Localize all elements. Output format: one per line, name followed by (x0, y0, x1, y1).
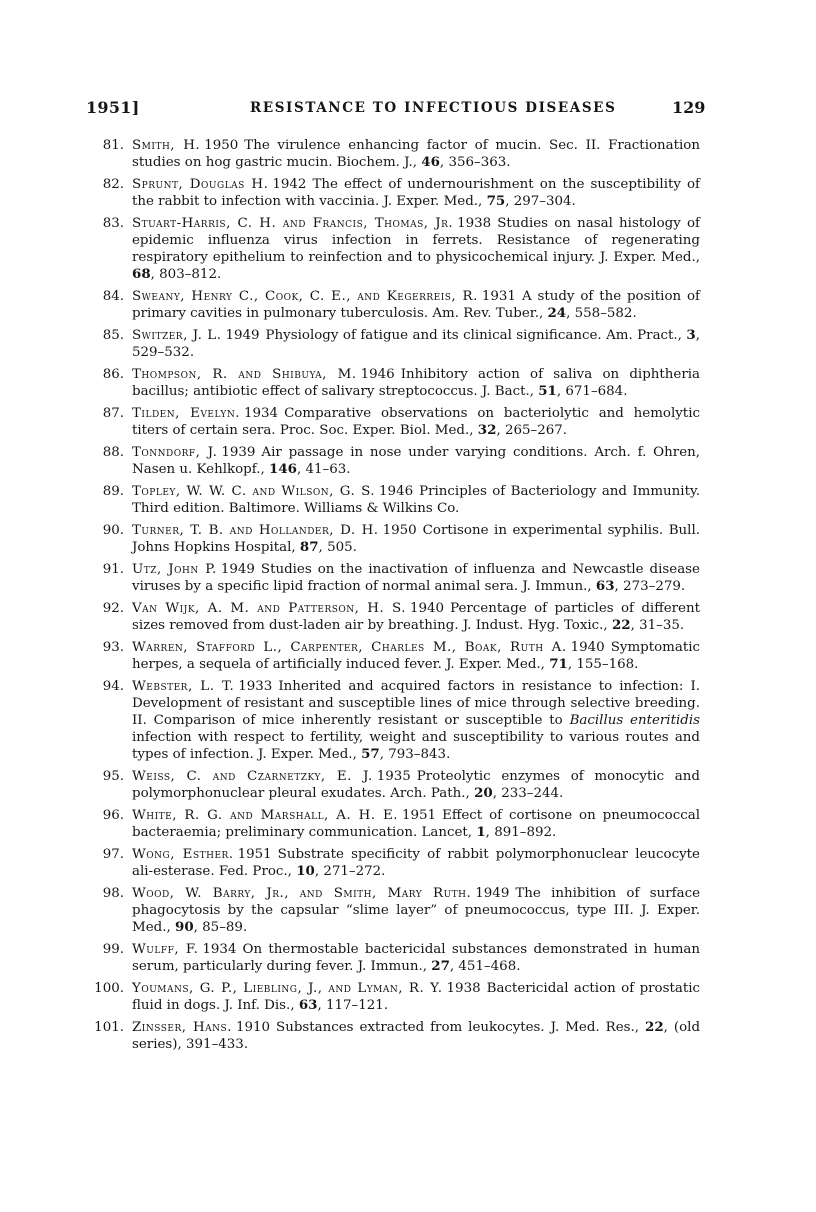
reference-pages: 273–279. (623, 579, 686, 594)
reference-volume: 20 (474, 785, 493, 801)
reference-entry: 81. Smith, H. 1950 The virulence enhancing factor of mucin. Sec. II. Fractionation studies on hog gastric mucin. Biochem. J., 46, 356–363. (84, 137, 700, 171)
reference-text: The virulence enhancing factor of mucin. Sec. II. Fractionation studies on hog gastric mucin. Biochem. J., (132, 138, 700, 170)
reference-number: 94. (102, 679, 124, 694)
reference-year: 1951 (401, 808, 437, 823)
reference-entry: 91. Utz, John P. 1949 Studies on the inactivation of influenza and Newcastle disease viruses by a specific lipid fraction of normal animal sera. J. Immun., 63, 273–279. (84, 561, 700, 595)
reference-volume: 68 (132, 266, 151, 282)
reference-entry: 96. White, R. G. and Marshall, A. H. E. 1951 Effect of cortisone on pneumococcal bacteraemia; preliminary communication. Lancet, 1, 891–892. (84, 807, 700, 841)
reference-pages: 297–304. (513, 194, 576, 209)
reference-number: 84. (102, 289, 124, 304)
reference-number: 89. (102, 484, 124, 499)
reference-text: Inhibitory action of saliva on diphtheria bacillus; antibiotic effect of salivary streptococcus. J. Bact., (132, 367, 700, 399)
reference-number: 99. (102, 942, 124, 957)
reference-volume: 51 (538, 383, 557, 399)
reference-year: 1951 (237, 847, 272, 862)
reference-volume: 71 (549, 656, 568, 672)
reference-authors: Utz, John P. (132, 562, 217, 577)
reference-text: Effect of cortisone on pneumococcal bacteraemia; preliminary communication. Lancet, (132, 808, 700, 840)
reference-text: Studies on the inactivation of influenza and Newcastle disease viruses by a specific lipid fraction of normal animal sera. J. Immun., (132, 562, 700, 594)
reference-number: 100. (94, 981, 124, 996)
reference-text: A study of the position of primary cavities in pulmonary tuberculosis. Am. Rev. Tuber., (132, 289, 700, 321)
reference-pages: 356–363. (448, 155, 511, 170)
reference-entry: 90. Turner, T. B. and Hollander, D. H. 1950 Cortisone in experimental syphilis. Bull. Johns Hopkins Hospital, 87, 505. (84, 522, 700, 556)
reference-pages: 233–244. (501, 786, 564, 801)
reference-text: Substances extracted from leukocytes. J. Med. Res., (276, 1020, 640, 1035)
reference-authors: Sprunt, Douglas H. (132, 177, 269, 192)
reference-pages: 155–168. (576, 657, 639, 672)
reference-authors: Van Wijk, A. M. and Patterson, H. S. (132, 601, 406, 616)
reference-year: 1939 (221, 445, 256, 460)
page-number: 129 (672, 98, 706, 117)
reference-volume: 32 (477, 422, 497, 438)
reference-entry: 98. Wood, W. Barry, Jr., and Smith, Mary Ruth. 1949 The inhibition of surface phagocytosis by the capsular “slime layer” of pneumococcus, type III. J. Exper. Med., 90, 85–89. (84, 885, 700, 936)
reference-entry: 93. Warren, Stafford L., Carpenter, Charles M., Boak, Ruth A. 1940 Symptomatic herpes, a sequela of artificially induced fever. J. Exper. Med., 71, 155–168. (84, 639, 700, 673)
reference-text-continued: infection with respect to fertility, weight and susceptibility to various routes and types of infection. J. Exper. Med., (132, 730, 700, 762)
reference-authors: Topley, W. W. C. and Wilson, G. S. (132, 484, 376, 499)
reference-pages: 505. (327, 540, 357, 555)
reference-number: 87. (102, 406, 124, 421)
reference-number: 91. (102, 562, 124, 577)
reference-entry: 84. Sweany, Henry C., Cook, C. E., and Kegerreis, R. 1931 A study of the position of primary cavities in pulmonary tuberculosis. Am. Rev. Tuber., 24, 558–582. (84, 288, 700, 322)
reference-year: 1938 (446, 981, 481, 996)
reference-pages: 671–684. (565, 384, 628, 399)
reference-year: 1942 (272, 177, 307, 192)
reference-entry: 82. Sprunt, Douglas H. 1942 The effect of undernourishment on the susceptibility of the rabbit to infection with vaccinia. J. Exper. Med., 75, 297–304. (84, 176, 700, 210)
reference-year: 1940 (410, 601, 445, 616)
reference-authors: Weiss, C. and Czarnetzky, E. J. (132, 769, 373, 784)
reference-year: 1931 (481, 289, 516, 304)
reference-volume: 1 (476, 824, 486, 840)
reference-pages: 41–63. (305, 462, 351, 477)
reference-year: 1949 (225, 328, 260, 343)
reference-authors: Turner, T. B. and Hollander, D. H. (132, 523, 379, 538)
reference-entry: 100. Youmans, G. P., Liebling, J., and Lyman, R. Y. 1938 Bactericidal action of prostatic fluid in dogs. J. Inf. Dis., 63, 117–121. (84, 980, 700, 1014)
reference-pages: 271–272. (323, 864, 386, 879)
reference-year: 1933 (238, 679, 273, 694)
reference-text: Principles of Bacteriology and Immunity. Third edition. Baltimore. Williams & Wilkins Co. (132, 484, 701, 516)
reference-pages: 891–892. (494, 825, 557, 840)
reference-authors: Stuart-Harris, C. H. and Francis, Thomas, Jr. (132, 216, 454, 231)
reference-year: 1938 (457, 216, 492, 231)
reference-entry (84, 483, 700, 517)
reference-entry: 88. Tonndorf, J. 1939 Air passage in nose under varying conditions. Arch. f. Ohren, Nasen u. Kehlkopf., 146, 41–63. (84, 444, 700, 478)
reference-volume: 22 (645, 1019, 664, 1035)
reference-text: Symptomatic herpes, a sequela of artificially induced fever. J. Exper. Med., (132, 640, 700, 672)
reference-volume: 146 (269, 461, 297, 477)
reference-volume: 57 (361, 746, 380, 762)
reference-number: 82. (102, 177, 124, 192)
reference-list (84, 137, 700, 1058)
reference-authors: Wulff, F. (132, 942, 199, 957)
reference-volume: 75 (486, 193, 506, 209)
reference-authors: Youmans, G. P., Liebling, J., and Lyman, R. Y. (132, 981, 443, 996)
reference-number: 95. (102, 769, 124, 784)
reference-number: 96. (102, 808, 124, 823)
reference-number: 88. (102, 445, 124, 460)
reference-volume: 63 (595, 578, 615, 594)
reference-year: 1935 (376, 769, 411, 784)
header-title: RESISTANCE TO INFECTIOUS DISEASES (250, 100, 617, 116)
reference-number: 85. (102, 328, 124, 343)
reference-text: Inherited and acquired factors in resistance to infection: I. Development of resistant and susceptible lines of mice through selective breeding. II. Comparison of mice inherently resistant or susceptible to (132, 679, 700, 728)
reference-year: 1949 (220, 562, 255, 577)
reference-volume: 46 (421, 154, 440, 170)
reference-number: 81. (102, 138, 124, 153)
reference-volume: 10 (296, 863, 315, 879)
reference-year: 1934 (243, 406, 279, 421)
reference-pages: 265–267. (504, 423, 568, 438)
reference-entry: 101. Zinsser, Hans. 1910 Substances extracted from leukocytes. J. Med. Res., 22, (old series), 391–433. (84, 1019, 700, 1053)
reference-text: Bactericidal action of prostatic fluid in dogs. J. Inf. Dis., (132, 981, 700, 1013)
reference-pages: 803–812. (159, 267, 222, 282)
reference-entry: 99. Wulff, F. 1934 On thermostable bactericidal substances demonstrated in human serum, particularly during fever. J. Immun., 27, 451–468. (84, 941, 700, 975)
reference-authors: Thompson, R. and Shibuya, M. (132, 367, 357, 382)
reference-entry: 87. Tilden, Evelyn. 1934 Comparative observations on bacteriolytic and hemolytic titers of certain sera. Proc. Soc. Exper. Biol. Med., 32, 265–267. (84, 405, 700, 439)
reference-number: 97. (102, 847, 124, 862)
reference-authors: Wood, W. Barry, Jr., and Smith, Mary Ruth. (132, 886, 472, 901)
reference-volume: 27 (431, 958, 450, 974)
reference-entry: 85. Switzer, J. L. 1949 Physiology of fatigue and its clinical significance. Am. Pract., 3, 529–532. (84, 327, 700, 361)
reference-text: The effect of undernourishment on the susceptibility of the rabbit to infection with vaccinia. J. Exper. Med., (132, 177, 701, 209)
reference-volume: 63 (298, 997, 318, 1013)
reference-number: 93. (102, 640, 124, 655)
reference-volume: 87 (299, 539, 319, 555)
reference-pages: 558–582. (574, 306, 637, 321)
reference-authors: Wong, Esther. (132, 847, 234, 862)
reference-volume: 22 (611, 617, 631, 633)
reference-authors: Webster, L. T. (132, 679, 235, 694)
reference-authors: Tilden, Evelyn. (132, 406, 240, 421)
reference-authors: Zinsser, Hans. (132, 1020, 232, 1035)
reference-entry: 86. Thompson, R. and Shibuya, M. 1946 Inhibitory action of saliva on diphtheria bacillus; antibiotic effect of salivary streptococcus. J. Bact., 51, 671–684. (84, 366, 700, 400)
reference-number: 101. (94, 1020, 124, 1035)
reference-entry: 92. Van Wijk, A. M. and Patterson, H. S. 1940 Percentage of particles of different sizes removed from dust-laden air by breathing. J. Indust. Hyg. Toxic., 22, 31–35. (84, 600, 700, 634)
reference-text: Proteolytic enzymes of monocytic and polymorphonuclear pleural exudates. Arch. Path., (132, 769, 700, 801)
reference-year: 1934 (202, 942, 237, 957)
reference-volume: 90 (175, 919, 194, 935)
reference-authors: Smith, H. (132, 138, 201, 153)
reference-text: The inhibition of surface phagocytosis by the capsular “slime layer” of pneumococcus, type III. J. Exper. Med., (132, 886, 700, 935)
reference-authors: White, R. G. and Marshall, A. H. E. (132, 808, 398, 823)
reference-text: Air passage in nose under varying conditions. Arch. f. Ohren, Nasen u. Kehlkopf., (132, 445, 700, 477)
reference-year: 1910 (235, 1020, 271, 1035)
reference-year: 1949 (475, 886, 510, 901)
reference-authors: Sweany, Henry C., Cook, C. E., and Kegerreis, R. (132, 289, 478, 304)
reference-number: 83. (102, 216, 124, 231)
reference-authors: Switzer, J. L. (132, 328, 222, 343)
reference-text: Percentage of particles of different sizes removed from dust-laden air by breathing. J. Indust. Hyg. Toxic., (132, 601, 700, 633)
reference-text: Comparative observations on bacteriolytic and hemolytic titers of certain sera. Proc. Soc. Exper. Biol. Med., (132, 406, 700, 438)
reference-pages: 85–89. (202, 920, 248, 935)
reference-number: 98. (102, 886, 124, 901)
reference-year: 1946 (360, 367, 395, 382)
reference-number: 90. (102, 523, 124, 538)
reference-text: Studies on nasal histology of epidemic influenza virus infection in ferrets. Resistance of regenerating respiratory epithelium to reinfection and to physicochemical injury. J. Exper. Med., (132, 216, 700, 265)
reference-entry: 83. Stuart-Harris, C. H. and Francis, Thomas, Jr. 1938 Studies on nasal histology of epidemic influenza virus infection in ferrets. Resistance of regenerating respiratory epithelium to reinfection and to physicochemical injury. J. Exper. Med., 68, 803–812. (84, 215, 700, 283)
reference-volume: 3 (686, 327, 696, 343)
reference-authors: Tonndorf, J. (132, 445, 218, 460)
reference-text: Cortisone in experimental syphilis. Bull. Johns Hopkins Hospital, (132, 523, 700, 555)
header-year: 1951] (86, 98, 140, 117)
reference-year: 1946 (379, 484, 414, 499)
reference-number: 92. (102, 601, 124, 616)
reference-text: Substrate specificity of rabbit polymorphonuclear leucocyte ali-esterase. Fed. Proc., (132, 847, 700, 879)
reference-pages: 793–843. (388, 747, 451, 762)
reference-text: Physiology of fatigue and its clinical significance. Am. Pract., (265, 328, 682, 343)
reference-entry: 94. Webster, L. T. 1933 Inherited and acquired factors in resistance to infection: I. Development of resistant and susceptible lines of mice through selective breeding. II. Comparison of mice inherently resistant or susceptible to Bacillus enteritidis infection with respect to fertility, weight and susceptibility to various routes and types of infection. J. Exper. Med., 57, 793–843. (84, 678, 700, 763)
reference-volume: 24 (547, 305, 567, 321)
reference-text: On thermostable bactericidal substances demonstrated in human serum, particularly during fever. J. Immun., (132, 942, 700, 974)
reference-pages: 31–35. (639, 618, 685, 633)
reference-number: 86. (102, 367, 124, 382)
reference-year: 1950 (204, 138, 239, 153)
reference-pages: (old series), 391–433. (132, 1020, 701, 1052)
reference-italic-term: Bacillus enteritidis (569, 713, 700, 728)
reference-entry: 97. Wong, Esther. 1951 Substrate specificity of rabbit polymorphonuclear leucocyte ali-esterase. Fed. Proc., 10, 271–272. (84, 846, 700, 880)
reference-year: 1940 (570, 640, 605, 655)
reference-year: 1950 (382, 523, 417, 538)
reference-entry: 95. Weiss, C. and Czarnetzky, E. J. 1935 Proteolytic enzymes of monocytic and polymorphonuclear pleural exudates. Arch. Path., 20, 233–244. (84, 768, 700, 802)
reference-pages: 529–532. (132, 345, 195, 360)
running-header (0, 98, 816, 118)
reference-authors: Warren, Stafford L., Carpenter, Charles M., Boak, Ruth A. (132, 640, 567, 655)
reference-pages: 117–121. (326, 998, 389, 1013)
reference-pages: 451–468. (458, 959, 521, 974)
